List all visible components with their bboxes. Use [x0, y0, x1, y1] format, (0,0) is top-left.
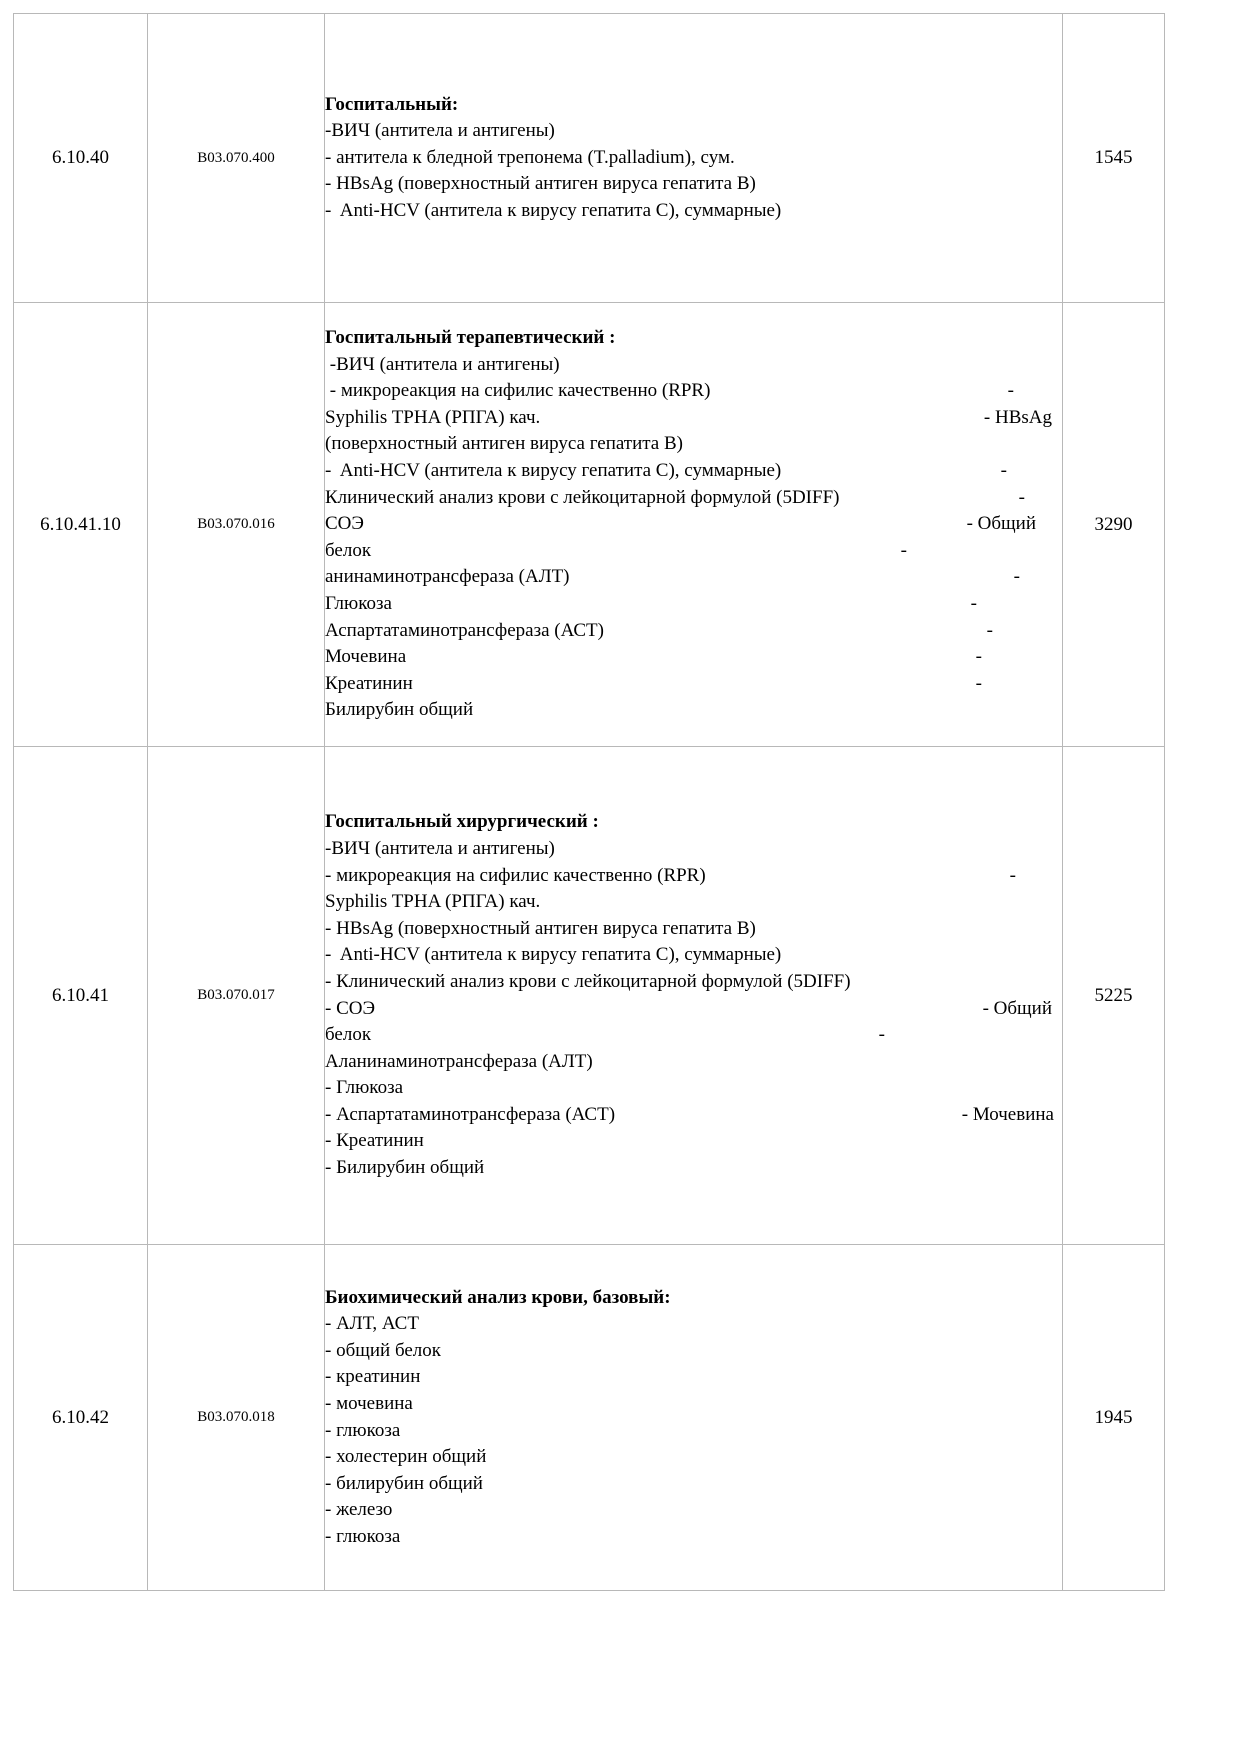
line-text: - Anti-HCV (антитела к вирусу гепатита С), суммарные) [325, 199, 782, 221]
line-text: - микрореакция на сифилис качественно (RPR) [325, 864, 706, 886]
description-line [325, 458, 1062, 485]
line-text: - креатинин [325, 1366, 421, 1388]
service-lines [325, 352, 1062, 724]
description-line [325, 145, 1062, 172]
line-trailing-text: - [1013, 566, 1020, 588]
line-text: - Аспартатаминотрансфераза (АСТ) [325, 1103, 616, 1125]
description-line [325, 1497, 1062, 1524]
description-line [325, 1128, 1062, 1155]
line-trailing-text: - HBsAg [983, 406, 1052, 428]
table-row [14, 1245, 1165, 1591]
description-line [325, 916, 1062, 943]
description-line [325, 378, 1062, 405]
line-text: - Глюкоза [325, 1077, 404, 1099]
line-text: Мочевина [325, 646, 407, 668]
service-description [325, 303, 1063, 747]
description-line [325, 618, 1062, 645]
description-line [325, 352, 1062, 379]
description-line [325, 564, 1062, 591]
service-number: 6.10.40 [14, 14, 148, 303]
table-row [14, 303, 1165, 747]
description-line [325, 889, 1062, 916]
description-line [325, 1418, 1062, 1445]
line-text: -ВИЧ (антитела и антигены) [325, 120, 555, 142]
description-line [325, 836, 1062, 863]
line-text: - Клинический анализ крови с лейкоцитарной формулой (5DIFF) [325, 970, 851, 992]
description-line [325, 863, 1062, 890]
description-line [325, 198, 1062, 225]
line-text: Аспартатаминотрансфераза (АСТ) [325, 619, 604, 641]
price-table [13, 13, 1165, 1591]
service-lines [325, 1311, 1062, 1550]
line-trailing-text: - [1007, 380, 1014, 402]
description-line [325, 118, 1062, 145]
line-text: - билирубин общий [325, 1472, 483, 1494]
line-text: - глюкоза [325, 1525, 401, 1547]
line-text: - HBsAg (поверхностный антиген вируса гепатита В) [325, 917, 756, 939]
description-line [325, 1338, 1062, 1365]
service-number: 6.10.42 [14, 1245, 148, 1591]
service-description [325, 747, 1063, 1245]
line-trailing-text: - [975, 646, 982, 668]
line-text: - антитела к бледной трепонема (T.palladium), сум. [325, 146, 735, 168]
table-row [14, 747, 1165, 1245]
line-text: - мочевина [325, 1392, 413, 1414]
service-title: Биохимический анализ крови, базовый: [325, 1286, 671, 1308]
description-line [325, 405, 1062, 432]
line-trailing-text: - [1000, 460, 1007, 482]
service-price: 5225 [1063, 747, 1165, 1245]
service-code: В03.070.017 [148, 747, 325, 1245]
description-line [325, 697, 1062, 724]
line-trailing-text: - Мочевина [961, 1103, 1054, 1125]
service-title: Госпитальный хирургический : [325, 811, 599, 833]
line-text: Syphilis TPHA (РПГА) кач. [325, 891, 541, 913]
line-text: - глюкоза [325, 1419, 401, 1441]
description-line [325, 511, 1062, 538]
service-lines [325, 836, 1062, 1182]
service-description [325, 14, 1063, 303]
line-trailing-text: - [1009, 864, 1016, 886]
line-text: СОЭ [325, 513, 364, 535]
service-price: 1945 [1063, 1245, 1165, 1591]
line-text: Креатинин [325, 672, 413, 694]
description-line [325, 1075, 1062, 1102]
service-code: В03.070.016 [148, 303, 325, 747]
service-title: Госпитальный терапевтический : [325, 327, 616, 349]
description-line [325, 591, 1062, 618]
line-text: Syphilis TPHA (РПГА) кач. [325, 406, 541, 428]
description-line [325, 431, 1062, 458]
service-description [325, 1245, 1063, 1591]
line-text: -ВИЧ (антитела и антигены) [325, 353, 560, 375]
description-line [325, 644, 1062, 671]
line-trailing-text: - Общий [966, 513, 1036, 535]
description-line [325, 538, 1062, 565]
service-code: В03.070.400 [148, 14, 325, 303]
line-text: - Anti-HCV (антитела к вирусу гепатита С), суммарные) [325, 460, 782, 482]
service-number: 6.10.41 [14, 747, 148, 1245]
line-trailing-text: - [975, 672, 982, 694]
line-trailing-text: - [1018, 486, 1025, 508]
line-text: - холестерин общий [325, 1446, 487, 1468]
line-text: (поверхностный антиген вируса гепатита В) [325, 433, 683, 455]
description-line [325, 1022, 1062, 1049]
description-line [325, 1471, 1062, 1498]
line-text: - Креатинин [325, 1130, 424, 1152]
line-text: Аланинаминотрансфераза (АЛТ) [325, 1050, 593, 1072]
service-title: Госпитальный: [325, 93, 459, 115]
line-text: - общий белок [325, 1339, 442, 1361]
description-line [325, 1102, 1062, 1129]
description-line [325, 485, 1062, 512]
line-text: - Anti-HCV (антитела к вирусу гепатита С), суммарные) [325, 944, 782, 966]
line-text: анинаминотрансфераза (АЛТ) [325, 566, 570, 588]
description-line [325, 1364, 1062, 1391]
service-price: 1545 [1063, 14, 1165, 303]
line-text: - Билирубин общий [325, 1157, 485, 1179]
description-line [325, 171, 1062, 198]
description-line [325, 1524, 1062, 1551]
line-trailing-text: - [900, 539, 907, 561]
line-text: белок [325, 1024, 372, 1046]
description-line [325, 969, 1062, 996]
service-price: 3290 [1063, 303, 1165, 747]
line-text: -ВИЧ (антитела и антигены) [325, 837, 555, 859]
line-trailing-text: - Общий [982, 997, 1052, 1019]
description-line [325, 1391, 1062, 1418]
description-line [325, 671, 1062, 698]
line-text: - микрореакция на сифилис качественно (RPR) [325, 380, 711, 402]
line-text: - железо [325, 1499, 393, 1521]
line-text: Билирубин общий [325, 699, 474, 721]
description-line [325, 942, 1062, 969]
service-code: В03.070.018 [148, 1245, 325, 1591]
line-trailing-text: - [878, 1024, 885, 1046]
description-line [325, 1155, 1062, 1182]
description-line [325, 1444, 1062, 1471]
service-lines [325, 118, 1062, 224]
table-row [14, 14, 1165, 303]
description-line [325, 1049, 1062, 1076]
service-number: 6.10.41.10 [14, 303, 148, 747]
line-trailing-text: - [970, 592, 977, 614]
line-text: Глюкоза [325, 592, 392, 614]
line-text: - СОЭ [325, 997, 376, 1019]
description-line [325, 1311, 1062, 1338]
line-trailing-text: - [986, 619, 993, 641]
line-text: Клинический анализ крови с лейкоцитарной формулой (5DIFF) [325, 486, 840, 508]
line-text: - HBsAg (поверхностный антиген вируса гепатита В) [325, 173, 756, 195]
line-text: - АЛТ, АСТ [325, 1313, 419, 1335]
line-text: белок [325, 539, 372, 561]
description-line [325, 996, 1062, 1023]
